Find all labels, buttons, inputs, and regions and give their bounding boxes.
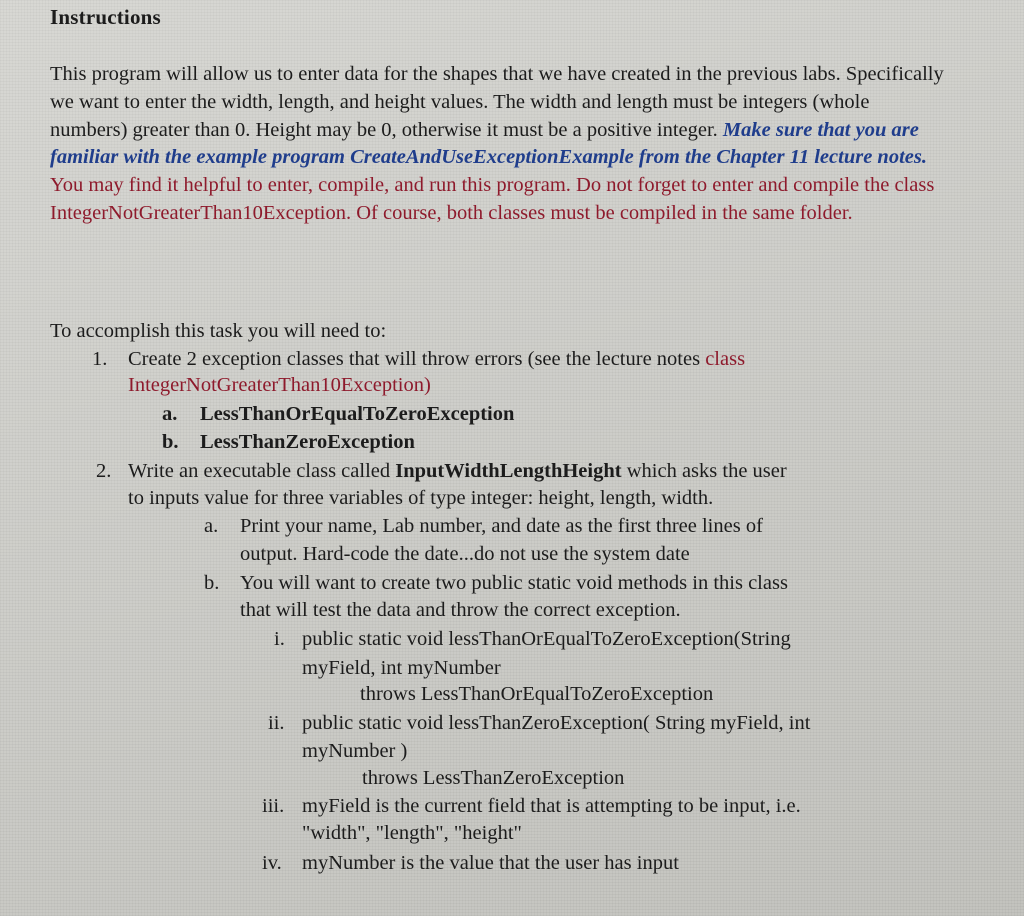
step-1a-text: LessThanOrEqualToZeroException (200, 403, 515, 425)
step-1b-text: LessThanZeroException (200, 431, 415, 453)
roman-iii-line-2: "width", "length", "height" (302, 822, 522, 844)
step-1-red-text-a: class (705, 348, 746, 370)
step-2a-line-2: output. Hard-code the date...do not use the system date (240, 543, 690, 565)
step-1-red-text-b: IntegerNotGreaterThan10Exception) (128, 374, 431, 396)
paragraph-red-text: You may find it helpful to enter, compile, and run this program. Do not forget to enter and compile the class IntegerNotGreaterThan10Exception. Of course, both classes must be compiled in the same folder. (50, 174, 935, 224)
step-2a-line-1: Print your name, Lab number, and date as the first three lines of (240, 515, 763, 537)
roman-ii-line-3: throws LessThanZeroException (362, 767, 625, 789)
paragraph-plain-text: This program will allow us to enter data for the shapes that we have created in the previous labs. Specifically we want to enter the width, length, and height values. The width and length must be integers (whole numbers) greater than 0. Height may be 0, otherwise it must be a positive integer. (50, 63, 944, 141)
step-2b-line-1: You will want to create two public static void methods in this class (240, 572, 788, 594)
step-2-line-2: to inputs value for three variables of type integer: height, length, width. (128, 487, 714, 509)
roman-ii-line-1: public static void lessThanZeroException( String myField, int (302, 712, 811, 734)
roman-i-line-1: public static void lessThanOrEqualToZeroException(String (302, 628, 791, 650)
roman-i-line-3: throws LessThanOrEqualToZeroException (360, 683, 714, 705)
step-2-number: 2. (96, 460, 112, 482)
roman-ii-marker: ii. (268, 712, 285, 734)
roman-iii-line-1: myField is the current field that is attempting to be input, i.e. (302, 795, 801, 817)
roman-i-marker: i. (274, 628, 285, 650)
paragraph-emphasis-text: Make sure that you are familiar with the example program CreateAndUseExceptionExample from the Chapter 11 lecture notes. (50, 118, 927, 169)
intro-paragraph (50, 61, 950, 228)
roman-iv-marker: iv. (262, 852, 282, 874)
roman-i-line-2: myField, int myNumber (302, 657, 501, 679)
step-2-class-name: InputWidthLengthHeight (395, 460, 622, 482)
step-2b-marker: b. (204, 572, 220, 594)
step-2b-line-2: that will test the data and throw the correct exception. (240, 599, 681, 621)
roman-ii-line-2: myNumber ) (302, 740, 408, 762)
step-2-text-post: which asks the user (621, 460, 787, 482)
step-1-number: 1. (92, 348, 108, 370)
step-1a-marker: a. (162, 403, 178, 425)
step-2a-marker: a. (204, 515, 219, 537)
roman-iv-line-1: myNumber is the value that the user has input (302, 852, 679, 874)
document-title: Instructions (50, 5, 161, 29)
step-1b-marker: b. (162, 431, 179, 453)
task-intro: To accomplish this task you will need to: (50, 320, 387, 342)
step-2-text-pre: Write an executable class called (128, 460, 396, 482)
step-2-line-1 (128, 458, 787, 484)
roman-iii-marker: iii. (262, 795, 285, 817)
step-1-text: Create 2 exception classes that will throw errors (see the lecture notes (128, 348, 706, 370)
step-1-line-1 (128, 346, 745, 372)
